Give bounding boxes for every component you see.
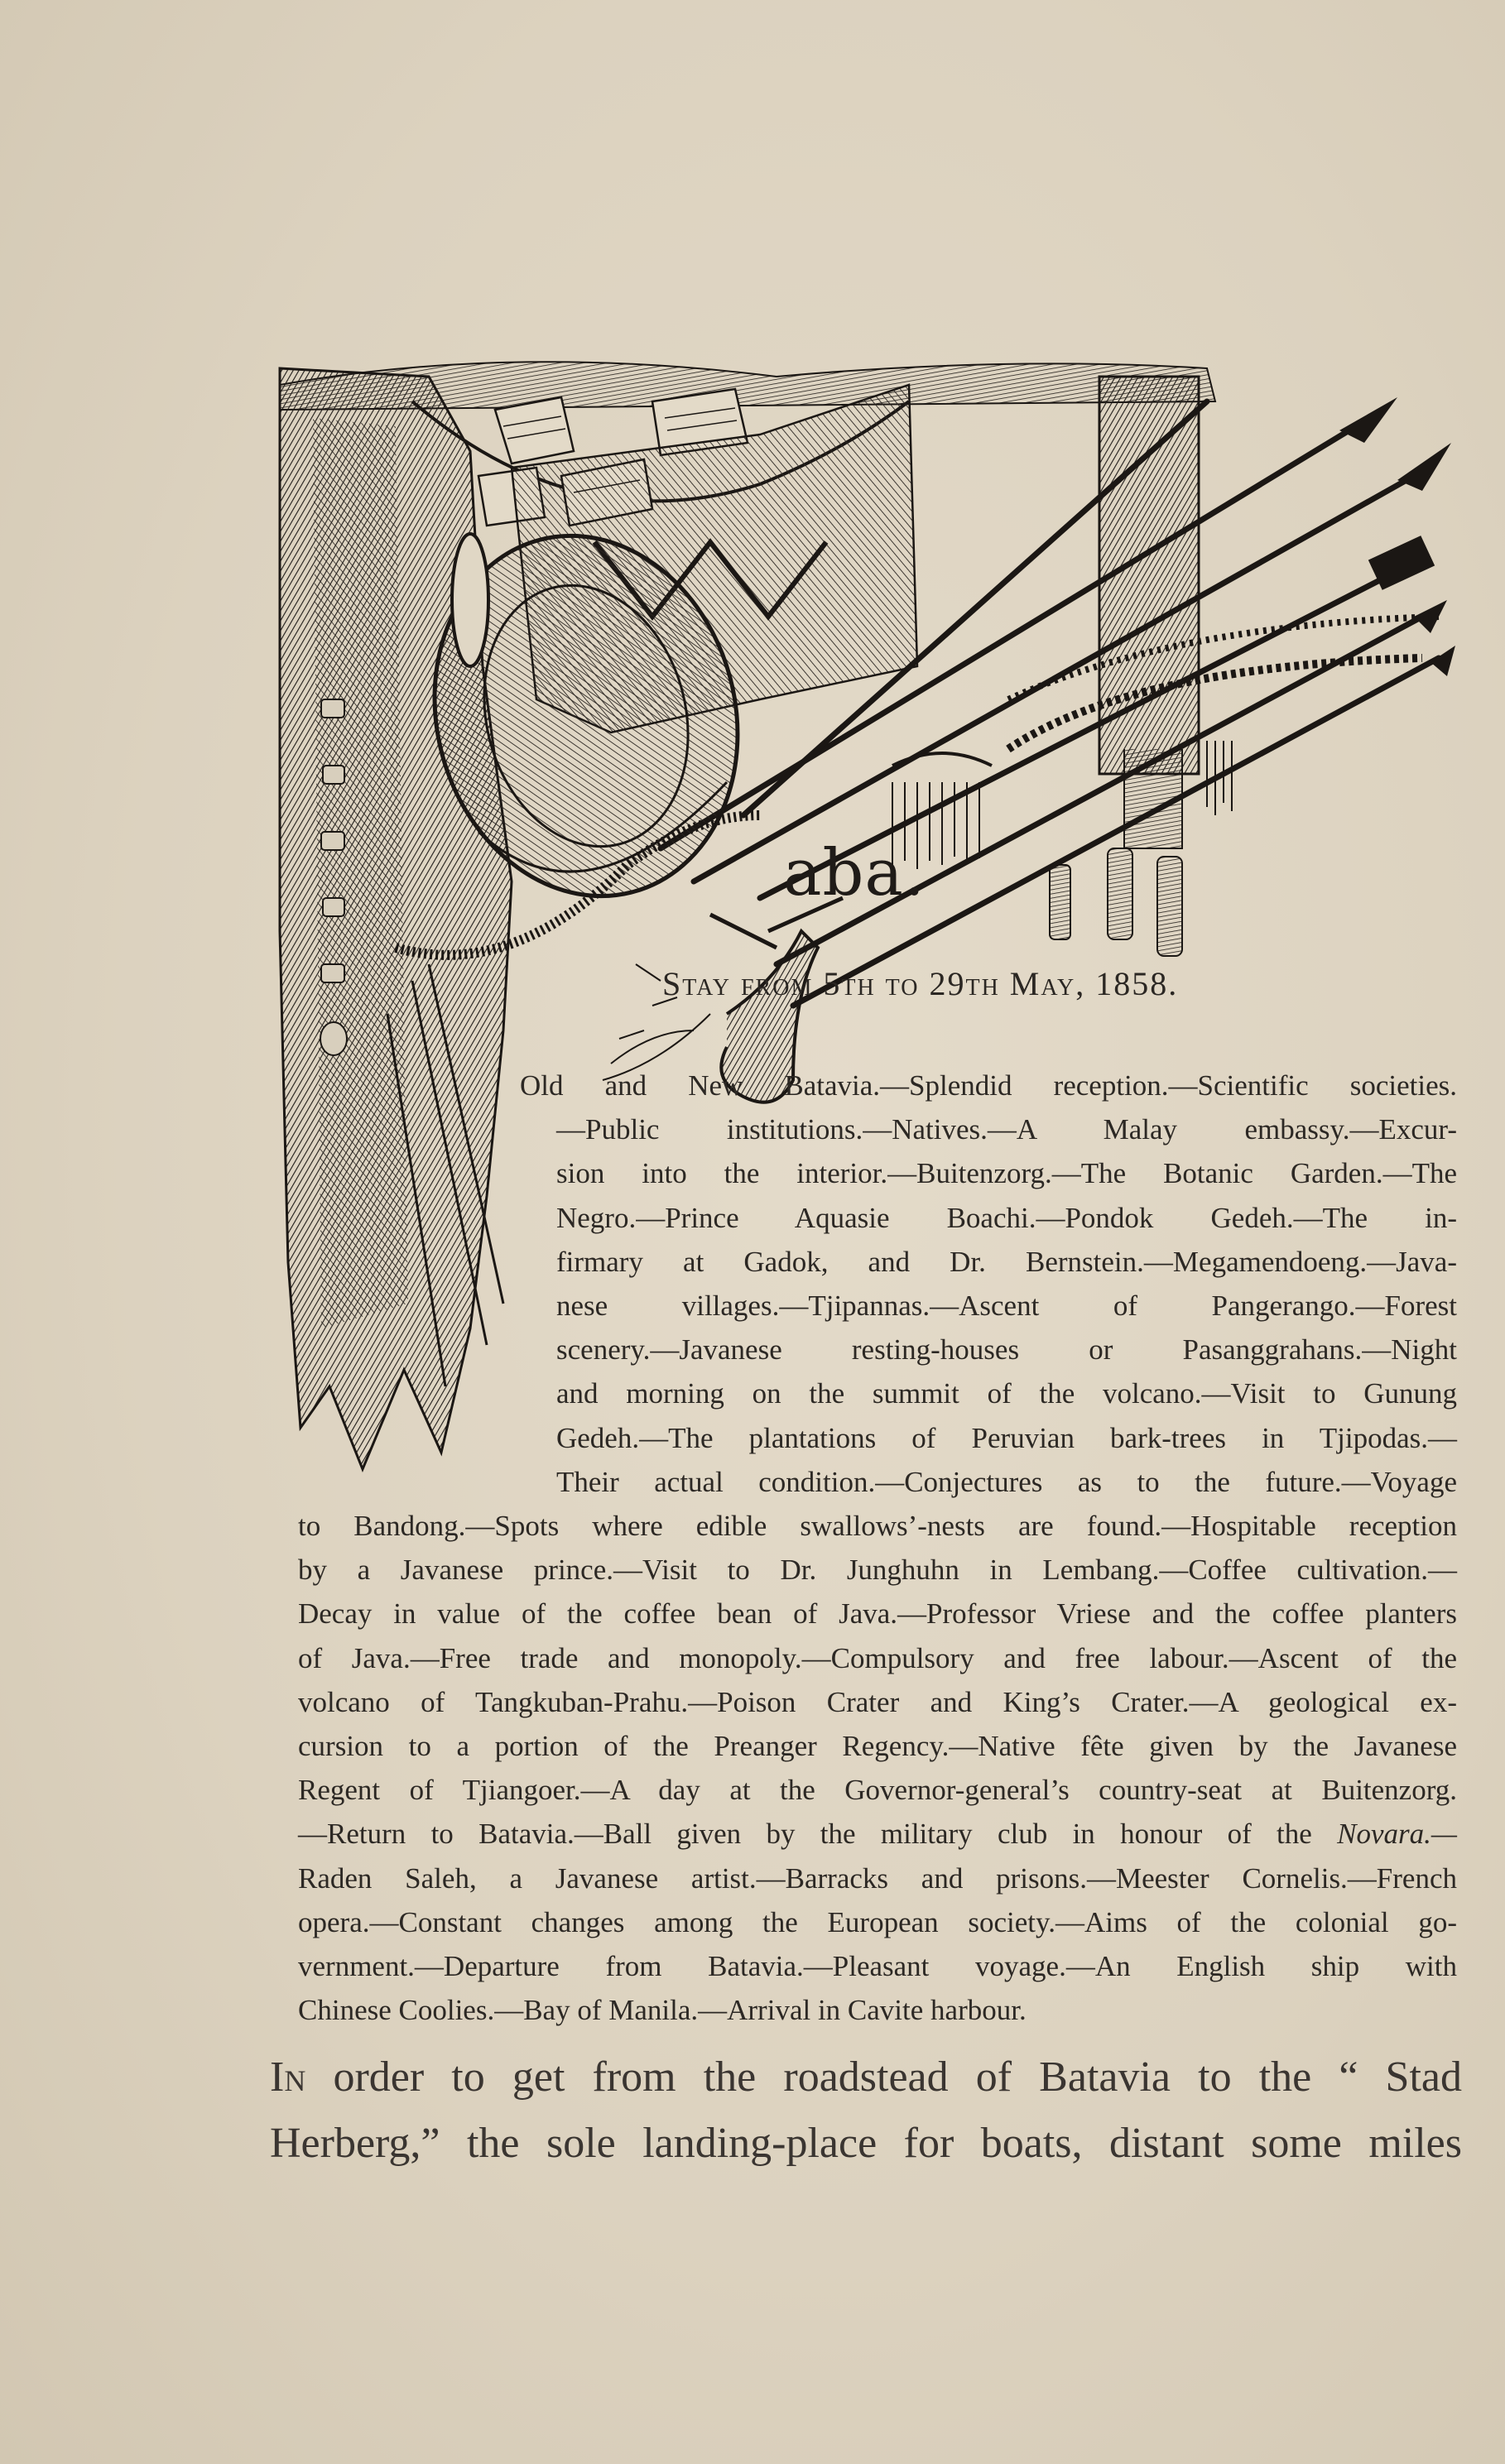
summary-line: Decay in value of the coffee bean of Java.—Professor Vriese and the coffee planters (298, 1597, 1457, 1631)
body-line-text: order to get from the roadstead of Batavia to the “ Stad (333, 2053, 1462, 2101)
summary-line: cursion to a portion of the Preanger Regency.—Native fête given by the Javanese (298, 1730, 1457, 1763)
chapter-subtitle: Stay from 5th to 29th May, 1858. (662, 965, 1179, 1002)
body-drop-word: In (270, 2053, 306, 2101)
body-line (270, 2044, 1462, 2111)
chapter-heading-java: aba. (783, 836, 926, 910)
summary-line: Their actual condition.—Conjectures as to the future.—Voyage (556, 1465, 1457, 1498)
summary-line: nese villages.—Tjipannas.—Ascent of Pangerango.—Forest (556, 1290, 1457, 1323)
summary-line: Chinese Coolies.—Bay of Manila.—Arrival in Cavite harbour. (298, 1994, 1027, 2027)
summary-line: vernment.—Departure from Batavia.—Pleasant voyage.—An English ship with (298, 1950, 1457, 1983)
summary-line-text: —Return to Batavia.—Ball given by the military club in honour of the (298, 1818, 1312, 1851)
summary-line: scenery.—Javanese resting-houses or Pasanggrahans.—Night (556, 1333, 1457, 1366)
summary-line: by a Javanese prince.—Visit to Dr. Junghuhn in Lembang.—Coffee cultivation.— (298, 1554, 1457, 1587)
summary-line: Regent of Tjiangoer.—A day at the Governor-general’s country-seat at Buitenzorg. (298, 1774, 1457, 1807)
summary-line: sion into the interior.—Buitenzorg.—The Botanic Garden.—The (556, 1157, 1457, 1190)
body-line: Herberg,” the sole landing-place for boats, distant some miles (270, 2120, 1462, 2167)
summary-line: —Public institutions.—Natives.—A Malay embassy.—Excur- (556, 1113, 1457, 1146)
summary-line: Gedeh.—The plantations of Peruvian bark-trees in Tjipodas.— (556, 1421, 1457, 1454)
summary-line-with-italic (298, 1812, 1457, 1856)
summary-italic-ship-name: Novara.— (1337, 1818, 1458, 1851)
summary-line: volcano of Tangkuban-Prahu.—Poison Crater and King’s Crater.—A geological ex- (298, 1685, 1457, 1718)
summary-line: and morning on the summit of the volcano.—Visit to Gunung (556, 1377, 1457, 1410)
summary-line: to Bandong.—Spots where edible swallows’-nests are found.—Hospitable reception (298, 1510, 1457, 1543)
summary-line: of Java.—Free trade and monopoly.—Compulsory and free labour.—Ascent of the (298, 1641, 1457, 1674)
summary-line: opera.—Constant changes among the European society.—Aims of the colonial go- (298, 1905, 1457, 1938)
chapter-summary (298, 1064, 1457, 2032)
summary-line: Raden Saleh, a Javanese artist.—Barracks and prisons.—Meester Cornelis.—French (298, 1861, 1457, 1895)
body-paragraph (270, 2044, 1462, 2177)
summary-line: Negro.—Prince Aquasie Boachi.—Pondok Gedeh.—The in- (556, 1201, 1457, 1234)
summary-line: firmary at Gadok, and Dr. Bernstein.—Megamendoeng.—Java- (556, 1245, 1457, 1278)
summary-line: Old and New Batavia.—Splendid reception.—Scientific societies. (520, 1069, 1457, 1102)
